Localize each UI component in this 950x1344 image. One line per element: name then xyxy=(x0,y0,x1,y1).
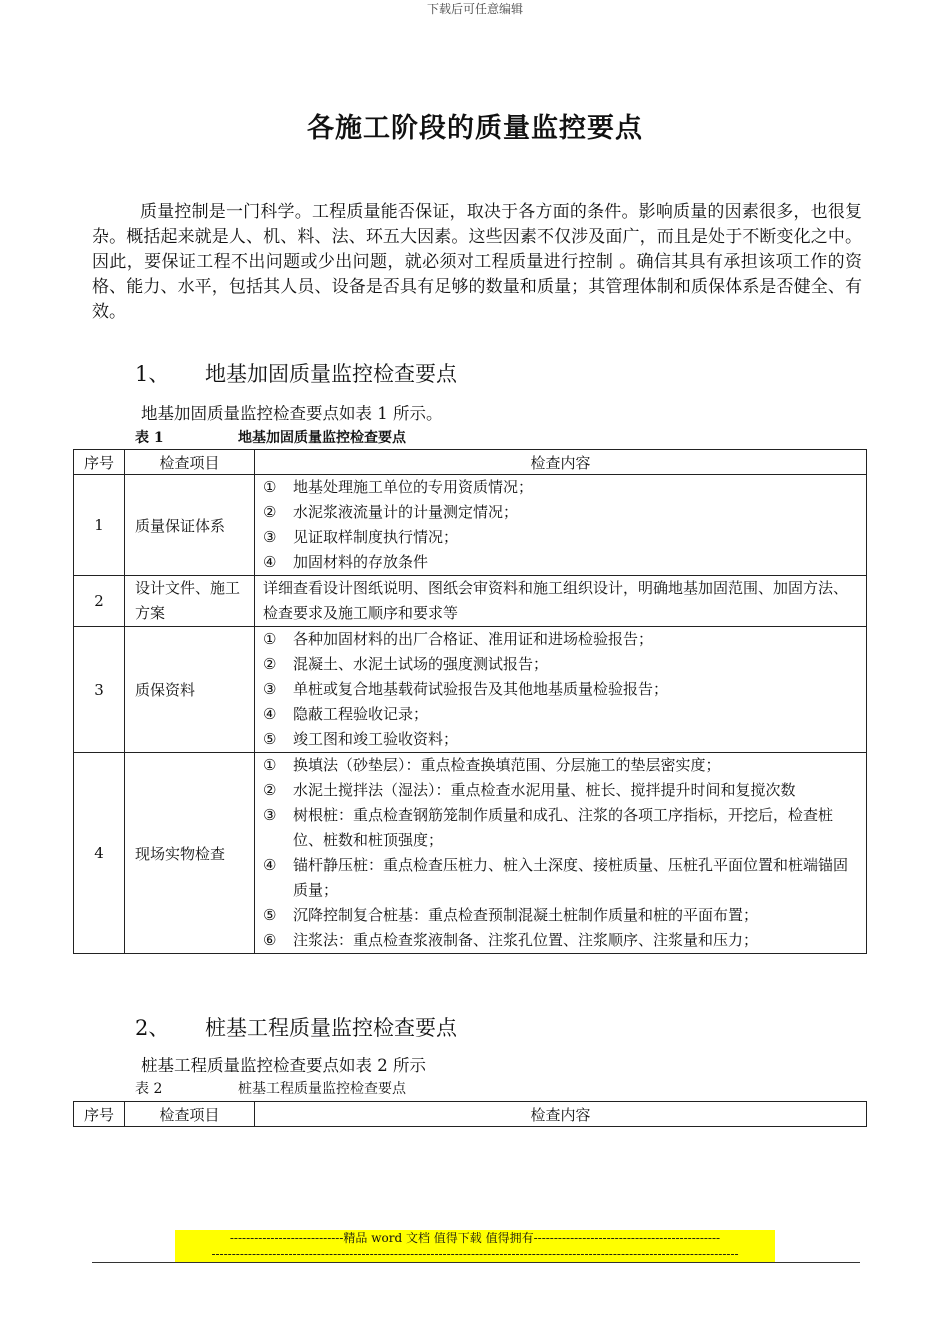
row-content xyxy=(255,475,867,576)
content-line: ③ 树根桩：重点检查钢筋笼制作质量和成孔、注浆的各项工序指标，开挖后，检查桩位、桩数和桩顶强度； xyxy=(263,806,834,849)
footer-banner xyxy=(175,1230,775,1262)
table-row xyxy=(74,753,867,954)
header-content: 检查内容 xyxy=(255,450,867,475)
table-header-row xyxy=(74,1102,867,1127)
content-line: ④ 锚杆静压桩：重点检查压桩力、桩入土深度、接桩质量、压桩孔平面位置和桩端锚固质量； xyxy=(263,856,849,899)
content-line: ⑤ 沉降控制复合桩基：重点检查预制混凝土桩制作质量和桩的平面布置； xyxy=(263,906,759,924)
section-2-heading xyxy=(135,1012,457,1042)
content-line: ① 换填法（砂垫层）：重点检查换填范围、分层施工的垫层密实度； xyxy=(263,756,721,774)
header-index: 序号 xyxy=(74,1102,125,1127)
row-item: 设计文件、施工方案 xyxy=(125,576,255,627)
document-title: 各施工阶段的质量监控要点 xyxy=(307,113,643,144)
row-item: 质量保证体系 xyxy=(125,475,255,576)
section-2-title: 桩基工程质量监控检查要点 xyxy=(205,1016,457,1040)
table-header-row xyxy=(74,450,867,475)
row-item: 质保资料 xyxy=(125,627,255,753)
table-2 xyxy=(73,1101,867,1127)
table-row xyxy=(74,627,867,753)
row-content xyxy=(255,753,867,954)
footer-line-2: ---------------------------------------------------------------------------------------------------------------------------------- xyxy=(175,1246,775,1262)
section-2-number: 2、 xyxy=(135,1016,170,1040)
section-1-title: 地基加固质量监控检查要点 xyxy=(205,362,457,386)
content-line: ② 混凝土、水泥土试场的强度测试报告； xyxy=(263,655,549,673)
row-index: 3 xyxy=(74,627,125,753)
section-1-heading xyxy=(135,358,457,388)
header-index: 序号 xyxy=(74,450,125,475)
content-line: ① 各种加固材料的出厂合格证、准用证和进场检验报告； xyxy=(263,630,654,648)
table-1-caption-text: 地基加固质量监控检查要点 xyxy=(238,430,406,446)
footer-divider xyxy=(92,1262,860,1263)
content-line: ③ 见证取样制度执行情况； xyxy=(263,528,459,546)
footer-line-1: ----------------------------精品 word 文档 值得下载 值得拥有---------------------------------------------- xyxy=(175,1230,775,1246)
intro-paragraph: 质量控制是一门科学。工程质量能否保证，取决于各方面的条件。影响质量的因素很多，也很复杂。概括起来就是人、机、料、法、环五大因素。这些因素不仅涉及面广，而且是处于不断变化之中。因此，要保证工程不出问题或少出问题，就必须对工程质量进行控制 。确信其具有承担该项工作的资格、能力、水平，包括其人员、设备是否具有足够的数量和质量；其管理体制和质保体系是否健全、有效。 xyxy=(92,202,862,322)
content-line: ② 水泥浆液流量计的计量测定情况； xyxy=(263,503,519,521)
table-2-caption xyxy=(135,1078,406,1098)
row-index: 2 xyxy=(74,576,125,627)
section-1-number: 1、 xyxy=(135,362,170,386)
row-item: 现场实物检查 xyxy=(125,753,255,954)
content-line: ⑤ 竣工图和竣工验收资料； xyxy=(263,730,459,748)
header-content: 检查内容 xyxy=(255,1102,867,1127)
header-item: 检查项目 xyxy=(125,450,255,475)
content-line: ① 地基处理施工单位的专用资质情况； xyxy=(263,478,534,496)
header-note: 下载后可任意编辑 xyxy=(426,2,523,16)
content-line: ⑥ 注浆法：重点检查浆液制备、注浆孔位置、注浆顺序、注浆量和压力； xyxy=(263,931,759,949)
table-row xyxy=(74,475,867,576)
section-2-intro: 桩基工程质量监控检查要点如表 2 所示 xyxy=(141,1056,426,1075)
content-line: ③ 单桩或复合地基载荷试验报告及其他地基质量检验报告； xyxy=(263,680,669,698)
row-content: 详细查看设计图纸说明、图纸会审资料和施工组织设计，明确地基加固范围、加固方法、检查要求及施工顺序和要求等 xyxy=(255,576,867,627)
table-2-caption-label: 表 2 xyxy=(135,1081,163,1097)
content-line: ② 水泥土搅拌法（湿法）：重点检查水泥用量、桩长、搅拌提升时间和复搅次数 xyxy=(263,781,796,799)
row-content xyxy=(255,627,867,753)
row-index: 1 xyxy=(74,475,125,576)
header-item: 检查项目 xyxy=(125,1102,255,1127)
table-row xyxy=(74,576,867,627)
row-index: 4 xyxy=(74,753,125,954)
table-1-caption-label: 表 1 xyxy=(135,430,164,446)
content-line: ④ 隐蔽工程验收记录； xyxy=(263,705,429,723)
section-1-intro: 地基加固质量监控检查要点如表 1 所示。 xyxy=(141,404,443,423)
table-2-caption-text: 桩基工程质量监控检查要点 xyxy=(238,1081,406,1097)
table-1 xyxy=(73,449,867,954)
content-line: ④ 加固材料的存放条件 xyxy=(263,553,429,571)
table-1-caption xyxy=(135,427,406,447)
